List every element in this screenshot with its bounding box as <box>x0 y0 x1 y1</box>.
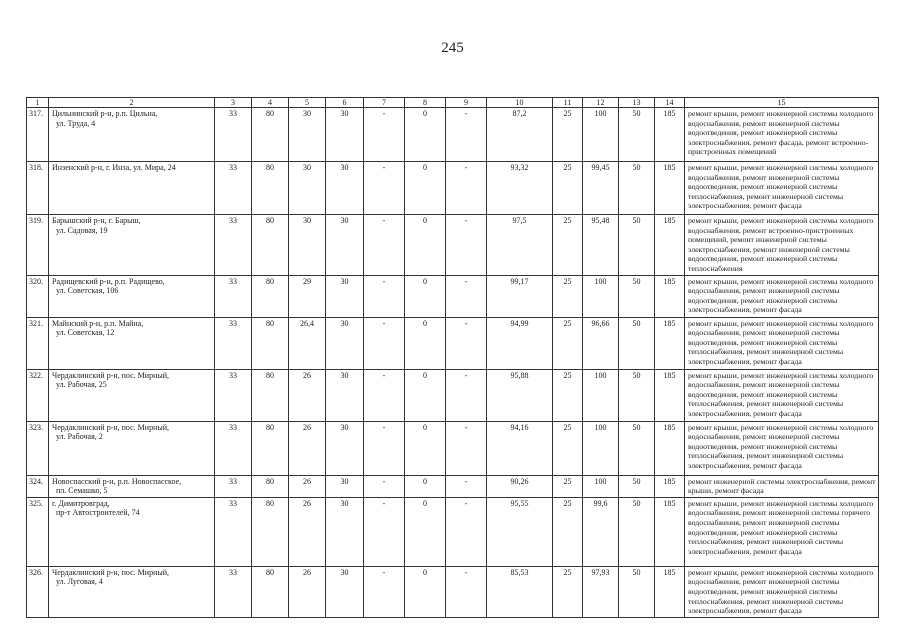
value-cell-c4: 80 <box>252 162 289 215</box>
value-cell-c5: 29 <box>289 275 326 317</box>
value-cell-c8: 0 <box>405 497 446 566</box>
value-cell-c10: 93,32 <box>487 162 553 215</box>
value-cell-c14: 185 <box>655 162 685 215</box>
address-line: Чердаклинский р-н, пос. Мирный, <box>52 370 170 380</box>
value-cell-c4: 80 <box>252 497 289 566</box>
value-cell-c5: 26 <box>289 369 326 421</box>
row-number: 324. <box>27 475 49 497</box>
value-cell-c12: 100 <box>583 475 619 497</box>
address-cell <box>49 215 215 276</box>
value-cell-c14: 185 <box>655 421 685 475</box>
value-cell-c10: 90,26 <box>487 475 553 497</box>
value-cell-c6: 30 <box>326 421 364 475</box>
value-cell-c10: 97,5 <box>487 215 553 276</box>
address-line: Цильнинский р-н, р.п. Цильна, <box>52 109 158 118</box>
value-cell-c4: 80 <box>252 421 289 475</box>
address-line: ул. Советская, 12 <box>56 328 115 338</box>
value-cell-c5: 26 <box>289 475 326 497</box>
value-cell-c9: - <box>446 317 487 369</box>
value-cell-c13: 50 <box>619 108 655 162</box>
value-cell-c9: - <box>446 369 487 421</box>
value-cell-c6: 30 <box>326 162 364 215</box>
value-cell-c6: 30 <box>326 317 364 369</box>
table-body <box>27 108 879 618</box>
address-line: Радищевский р-н, р.п. Радищево, <box>52 276 165 286</box>
address-cell <box>49 566 215 617</box>
works-description: ремонт крыши, ремонт инженерной системы холодного водоснабжения, ремонт инженерной системы водоотведения, ремонт инженерной системы теплоснабжения, ремонт инженерной системы электроснабжения, ремонт фасада <box>685 162 879 215</box>
value-cell-c5: 26 <box>289 497 326 566</box>
address-line: пр-т Автостроителей, 74 <box>56 508 140 518</box>
address-cell <box>49 369 215 421</box>
column-header-2: 2 <box>49 98 215 108</box>
works-description: ремонт крыши, ремонт инженерной системы холодного водоснабжения, ремонт инженерной системы горячего водоснабжения, ремонт инженерной системы водоотведения, ремонт инженерной системы теплоснабжения, ремонт инженерной системы электроснабжения, ремонт фасада <box>685 497 879 566</box>
column-header-11: 11 <box>553 98 583 108</box>
value-cell-c13: 50 <box>619 275 655 317</box>
address-line: ул. Рабочая, 25 <box>56 380 107 390</box>
value-cell-c7: - <box>364 497 405 566</box>
value-cell-c13: 50 <box>619 497 655 566</box>
value-cell-c10: 87,2 <box>487 108 553 162</box>
row-number: 321. <box>27 317 49 369</box>
address-line: Новоспасский р-н, р.п. Новоспасское, <box>52 476 182 486</box>
value-cell-c14: 185 <box>655 369 685 421</box>
column-header-9: 9 <box>446 98 487 108</box>
value-cell-c3: 33 <box>215 497 252 566</box>
value-cell-c3: 33 <box>215 317 252 369</box>
value-cell-c14: 185 <box>655 475 685 497</box>
value-cell-c9: - <box>446 162 487 215</box>
value-cell-c3: 33 <box>215 108 252 162</box>
value-cell-c14: 185 <box>655 215 685 276</box>
value-cell-c13: 50 <box>619 566 655 617</box>
value-cell-c8: 0 <box>405 475 446 497</box>
value-cell-c5: 26,4 <box>289 317 326 369</box>
table-row <box>27 421 879 475</box>
value-cell-c13: 50 <box>619 215 655 276</box>
value-cell-c12: 100 <box>583 108 619 162</box>
value-cell-c11: 25 <box>553 566 583 617</box>
value-cell-c3: 33 <box>215 566 252 617</box>
table-row <box>27 162 879 215</box>
column-header-14: 14 <box>655 98 685 108</box>
document-sheet <box>26 97 878 618</box>
value-cell-c8: 0 <box>405 215 446 276</box>
value-cell-c12: 99,45 <box>583 162 619 215</box>
table-row <box>27 317 879 369</box>
value-cell-c12: 95,48 <box>583 215 619 276</box>
value-cell-c7: - <box>364 566 405 617</box>
row-number: 322. <box>27 369 49 421</box>
address-cell <box>49 475 215 497</box>
value-cell-c14: 185 <box>655 566 685 617</box>
value-cell-c6: 30 <box>326 566 364 617</box>
value-cell-c8: 0 <box>405 566 446 617</box>
column-header-15: 15 <box>685 98 879 108</box>
value-cell-c6: 30 <box>326 369 364 421</box>
value-cell-c9: - <box>446 215 487 276</box>
column-header-13: 13 <box>619 98 655 108</box>
address-line: Барышский р-н, г. Барыш, <box>52 216 141 225</box>
value-cell-c6: 30 <box>326 215 364 276</box>
works-description: ремонт крыши, ремонт инженерной системы холодного водоснабжения, ремонт инженерной системы водоотведения, ремонт инженерной системы теплоснабжения, ремонт инженерной системы электроснабжения, ремонт фасада <box>685 317 879 369</box>
row-number: 326. <box>27 566 49 617</box>
table-row <box>27 108 879 162</box>
value-cell-c12: 100 <box>583 275 619 317</box>
value-cell-c7: - <box>364 369 405 421</box>
value-cell-c10: 94,16 <box>487 421 553 475</box>
works-description: ремонт инженерной системы электроснабжения, ремонт крыши, ремонт фасада <box>685 475 879 497</box>
value-cell-c5: 26 <box>289 566 326 617</box>
value-cell-c14: 185 <box>655 275 685 317</box>
value-cell-c7: - <box>364 162 405 215</box>
value-cell-c7: - <box>364 475 405 497</box>
address-cell <box>49 421 215 475</box>
address-line: ул. Садовая, 19 <box>56 225 108 235</box>
value-cell-c9: - <box>446 108 487 162</box>
value-cell-c11: 25 <box>553 369 583 421</box>
value-cell-c11: 25 <box>553 317 583 369</box>
table-row <box>27 369 879 421</box>
table-row <box>27 275 879 317</box>
value-cell-c3: 33 <box>215 215 252 276</box>
value-cell-c4: 80 <box>252 566 289 617</box>
row-number: 317. <box>27 108 49 162</box>
value-cell-c9: - <box>446 497 487 566</box>
value-cell-c12: 96,66 <box>583 317 619 369</box>
address-cell <box>49 317 215 369</box>
address-cell <box>49 275 215 317</box>
column-header-6: 6 <box>326 98 364 108</box>
address-line: ул. Труда, 4 <box>56 118 96 128</box>
table-row <box>27 215 879 276</box>
address-line: ул. Рабочая, 2 <box>56 432 103 442</box>
table-row <box>27 497 879 566</box>
address-line: Чердаклинский р-н, пос. Мирный, <box>52 567 170 577</box>
value-cell-c10: 85,53 <box>487 566 553 617</box>
address-line: пл. Семашко, 5 <box>56 486 108 496</box>
value-cell-c13: 50 <box>619 475 655 497</box>
works-table <box>26 97 879 618</box>
value-cell-c11: 25 <box>553 275 583 317</box>
value-cell-c3: 33 <box>215 421 252 475</box>
value-cell-c7: - <box>364 317 405 369</box>
value-cell-c4: 80 <box>252 108 289 162</box>
value-cell-c14: 185 <box>655 317 685 369</box>
value-cell-c10: 95,55 <box>487 497 553 566</box>
value-cell-c13: 50 <box>619 421 655 475</box>
header-row <box>27 98 879 108</box>
value-cell-c13: 50 <box>619 162 655 215</box>
value-cell-c13: 50 <box>619 317 655 369</box>
value-cell-c3: 33 <box>215 369 252 421</box>
row-number: 319. <box>27 215 49 276</box>
address-cell <box>49 497 215 566</box>
value-cell-c12: 100 <box>583 369 619 421</box>
column-header-3: 3 <box>215 98 252 108</box>
value-cell-c5: 30 <box>289 108 326 162</box>
column-header-1: 1 <box>27 98 49 108</box>
column-header-7: 7 <box>364 98 405 108</box>
works-description: ремонт крыши, ремонт инженерной системы холодного водоснабжения, ремонт инженерной системы водоотведения, ремонт инженерной системы теплоснабжения, ремонт инженерной системы электроснабжения, ремонт фасада <box>685 369 879 421</box>
value-cell-c7: - <box>364 275 405 317</box>
value-cell-c7: - <box>364 215 405 276</box>
table-row <box>27 475 879 497</box>
works-description: ремонт крыши, ремонт инженерной системы холодного водоснабжения, ремонт встроенно-пристроенных помещений, ремонт инженерной системы электроснабжения, ремонт инженерной системы водоотведения, ремонт инженерной системы теплоснабжения <box>685 215 879 276</box>
row-number: 323. <box>27 421 49 475</box>
value-cell-c11: 25 <box>553 475 583 497</box>
scan-artifact <box>0 6 905 8</box>
works-description: ремонт крыши, ремонт инженерной системы холодного водоснабжения, ремонт инженерной системы водоотведения, ремонт инженерной системы электроснабжения, ремонт фасада <box>685 275 879 317</box>
value-cell-c12: 97,93 <box>583 566 619 617</box>
value-cell-c11: 25 <box>553 421 583 475</box>
address-cell <box>49 108 215 162</box>
column-header-8: 8 <box>405 98 446 108</box>
value-cell-c9: - <box>446 566 487 617</box>
value-cell-c5: 26 <box>289 421 326 475</box>
address-line: Майнский р-н, р.п. Майна, <box>52 318 144 328</box>
value-cell-c5: 30 <box>289 162 326 215</box>
value-cell-c8: 0 <box>405 108 446 162</box>
address-line: Чердаклинский р-н, пос. Мирный, <box>52 422 170 432</box>
table-row <box>27 566 879 617</box>
address-line: ул. Луговая, 4 <box>56 577 103 587</box>
value-cell-c4: 80 <box>252 369 289 421</box>
row-number: 325. <box>27 497 49 566</box>
value-cell-c4: 80 <box>252 317 289 369</box>
value-cell-c11: 25 <box>553 162 583 215</box>
column-header-4: 4 <box>252 98 289 108</box>
value-cell-c3: 33 <box>215 275 252 317</box>
column-header-10: 10 <box>487 98 553 108</box>
value-cell-c6: 30 <box>326 497 364 566</box>
column-header-12: 12 <box>583 98 619 108</box>
value-cell-c11: 25 <box>553 497 583 566</box>
works-description: ремонт крыши, ремонт инженерной системы холодного водоснабжения, ремонт инженерной системы водоотведения, ремонт инженерной системы теплоснабжения, ремонт инженерной системы электроснабжения, ремонт фасада <box>685 421 879 475</box>
value-cell-c10: 94,99 <box>487 317 553 369</box>
address-line: Инзенский р-н, г. Инза, ул. Мира, 24 <box>52 163 176 172</box>
column-header-5: 5 <box>289 98 326 108</box>
value-cell-c8: 0 <box>405 317 446 369</box>
value-cell-c6: 30 <box>326 275 364 317</box>
value-cell-c3: 33 <box>215 162 252 215</box>
value-cell-c8: 0 <box>405 421 446 475</box>
value-cell-c7: - <box>364 421 405 475</box>
value-cell-c12: 99,6 <box>583 497 619 566</box>
value-cell-c12: 100 <box>583 421 619 475</box>
value-cell-c11: 25 <box>553 108 583 162</box>
address-line: ул. Советская, 106 <box>56 286 119 296</box>
address-line: г. Димитровград, <box>52 498 110 508</box>
value-cell-c8: 0 <box>405 369 446 421</box>
value-cell-c11: 25 <box>553 215 583 276</box>
works-description: ремонт крыши, ремонт инженерной системы холодного водоснабжения, ремонт инженерной системы водоотведения, ремонт инженерной системы электроснабжения, ремонт фасада, ремонт встроенно-пристроенных помещений <box>685 108 879 162</box>
value-cell-c5: 30 <box>289 215 326 276</box>
value-cell-c13: 50 <box>619 369 655 421</box>
value-cell-c4: 80 <box>252 215 289 276</box>
value-cell-c8: 0 <box>405 275 446 317</box>
value-cell-c9: - <box>446 421 487 475</box>
value-cell-c6: 30 <box>326 108 364 162</box>
value-cell-c4: 80 <box>252 275 289 317</box>
value-cell-c7: - <box>364 108 405 162</box>
value-cell-c4: 80 <box>252 475 289 497</box>
value-cell-c14: 185 <box>655 497 685 566</box>
value-cell-c10: 99,17 <box>487 275 553 317</box>
value-cell-c9: - <box>446 475 487 497</box>
value-cell-c3: 33 <box>215 475 252 497</box>
value-cell-c9: - <box>446 275 487 317</box>
value-cell-c8: 0 <box>405 162 446 215</box>
page-number: 245 <box>441 40 464 56</box>
value-cell-c10: 95,88 <box>487 369 553 421</box>
row-number: 318. <box>27 162 49 215</box>
row-number: 320. <box>27 275 49 317</box>
value-cell-c14: 185 <box>655 108 685 162</box>
address-cell <box>49 162 215 215</box>
works-description: ремонт крыши, ремонт инженерной системы холодного водоснабжения, ремонт инженерной системы водоотведения, ремонт инженерной системы теплоснабжения, ремонт инженерной системы электроснабжения, ремонт фасада <box>685 566 879 617</box>
value-cell-c6: 30 <box>326 475 364 497</box>
